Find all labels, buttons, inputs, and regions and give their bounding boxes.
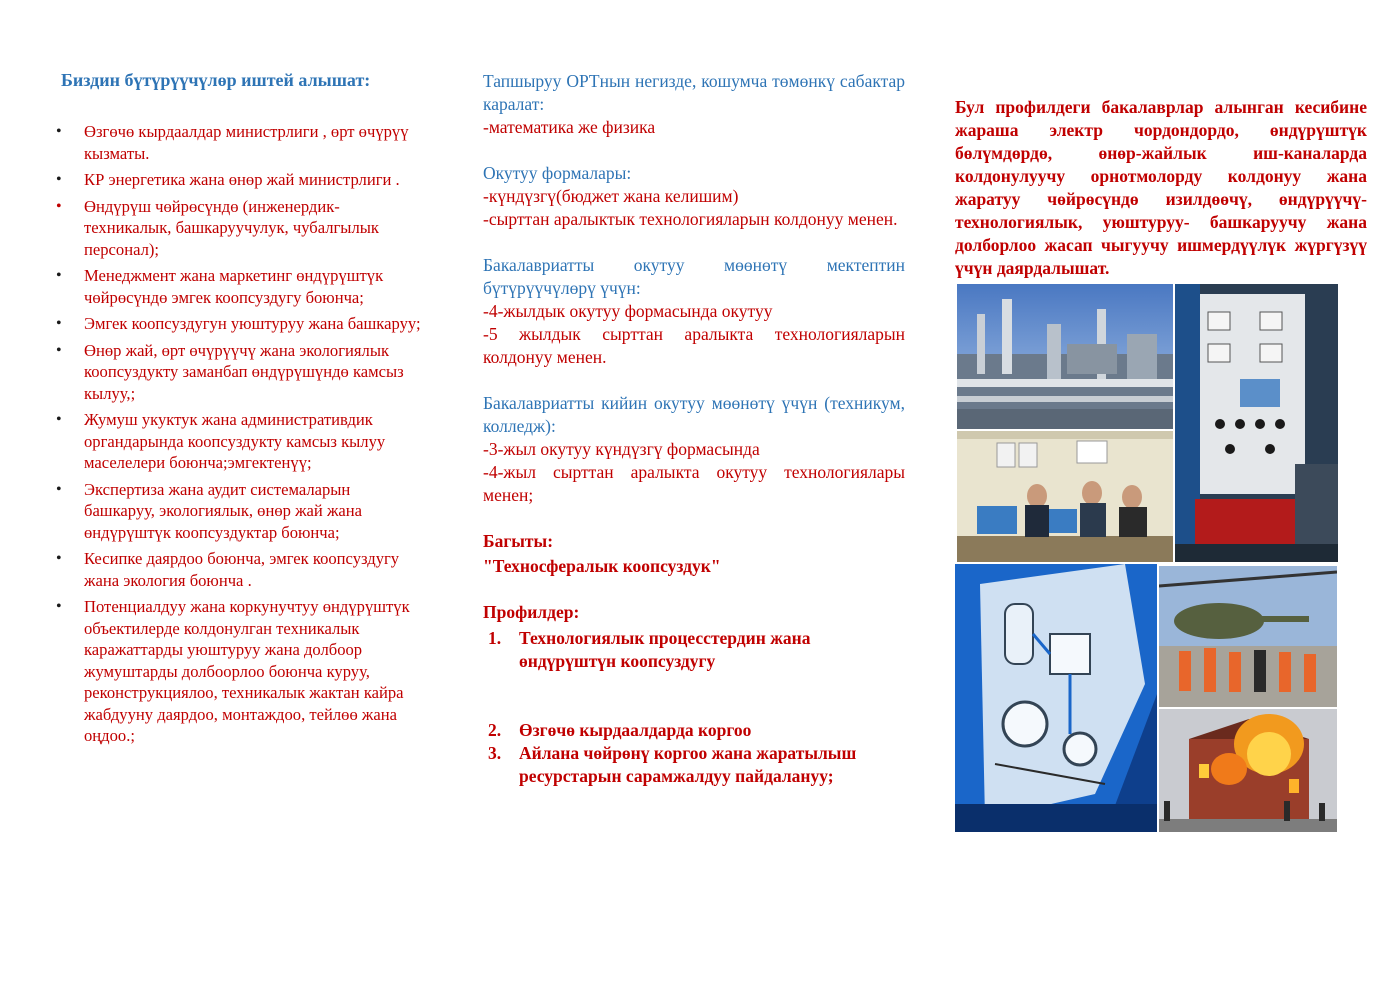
- duration-school-heading: Бакалавриатты окутуу мөөнөтү мектептин бүтүрүүчүлөрү үчүн:: [483, 255, 905, 298]
- refinery-photo: [957, 284, 1173, 429]
- direction-value: "Техносфералык коопсуздук": [483, 556, 721, 576]
- list-item: • Өнөр жай, өрт өчүрүүчү жана экологиялык коопсуздукту заманбап өндүрүшүндө камсыз кылуу,;: [56, 340, 404, 403]
- list-item: • КР энергетика жана өнөр жай министрлиги .: [56, 170, 400, 189]
- exam-subjects-intro: Тапшыруу ОРТнын негизде, кошумча төмөнкү сабактар каралат:: [483, 71, 905, 114]
- middle-column: [483, 70, 905, 788]
- career-paragraph: Бул профилдеги бакалаврлар алынган кесибине жараша электр чордондордо, өндүрүштүк бөлүмдөрдө, өнөр-жайлык иш-каналарда колдонулуучу орнотмолорду колдонуу жана жаратуу чөйрөсүндө изилдөөчү, өндүрүүчү-технологиялык, уюштуруу- башкаруучу жана долборлоо жасап чыгуучу ишмердүүлүк жүргүзүү үчүн даярдалышат.: [955, 97, 1367, 278]
- list-item: • Потенциалдуу жана коркунучтуу өндүрүштүк объектилерде колдонулган техникалык каражаттарды уюштуруу жана долбоор жумуштарды долбоорлоо боюнча куруу, реконструкциялоо, техникалык жактан кайра жабдууну даярдоо, монтаждоо, тейлөө жана оңдоо.;: [56, 597, 410, 745]
- building-fire-photo: [1159, 709, 1337, 832]
- duration-school-5yr: -5 жылдык сырттан аралыкта технологияларын колдонуу менен.: [483, 324, 905, 367]
- bullet-icon: •: [56, 341, 62, 359]
- bullet-icon: •: [56, 315, 62, 332]
- direction-label: Багыты:: [483, 531, 554, 551]
- list-item: • Экспертиза жана аудит системаларын башкаруу, экологиялык, өнөр жай жана өндүрүштүк коопсуздуктар боюнча;: [56, 479, 363, 542]
- list-item: • Менеджмент жана маркетинг өндүрүштүк чөйрөсүндө эмгек коопсуздугу боюнча;: [56, 266, 384, 307]
- bullet-icon: •: [56, 123, 62, 140]
- duration-college-3yr: -3-жыл окутуу күндүзгү формасында: [483, 439, 760, 459]
- graduates-heading: Биздин бүтүрүүчүлөр иштей алышат:: [61, 70, 371, 90]
- helicopter-rescue-photo: [1159, 566, 1337, 707]
- study-form-fulltime: -күндүзгү(бюджет жана келишим): [483, 186, 739, 206]
- right-column: [955, 96, 1367, 280]
- list-item: • Кесипке даярдоо боюнча, эмгек коопсуздугу жана экология боюнча .: [56, 549, 400, 590]
- employment-list: [55, 121, 425, 747]
- list-item: • Эмгек коопсуздугун уюштуруу жана башкаруу;: [56, 314, 421, 333]
- bullet-icon: •: [56, 598, 62, 615]
- duration-school-4yr: -4-жылдык окутуу формасында окутуу: [483, 301, 773, 321]
- exam-subjects-value: -математика же физика: [483, 117, 656, 137]
- duration-college-4yr: -4-жыл сырттан аралыкта окутуу технологиялары менен;: [483, 462, 905, 505]
- bullet-icon: •: [56, 411, 62, 428]
- profiles-list: [483, 627, 905, 788]
- list-item: 1. Технологиялык процесстердин жана өндүрүштүн коопсуздугу: [488, 628, 811, 671]
- list-item: • Жумуш укуктук жана административдик органдарында коопсуздукту камсыз кылуу маселелери боюнча;эмгектенүү;: [56, 410, 386, 472]
- list-item: 3. Айлана чөйрөнү коргоо жана жаратылыш ресурстарын сарамжалдуу пайдалануу;: [488, 743, 857, 786]
- study-form-distance: -сырттан аралыктык технологияларын колдонуу менен.: [483, 209, 898, 229]
- control-panel-photo: [1175, 284, 1338, 562]
- list-item: • Өзгөчө кырдаалдар министрлиги , өрт өчүрүү кызматы.: [56, 122, 409, 163]
- bullet-icon: •: [56, 480, 62, 498]
- bullet-icon: •: [56, 171, 62, 188]
- computer-lab-photo: [957, 431, 1173, 562]
- bullet-icon: •: [56, 550, 62, 567]
- duration-college-heading: Бакалавриатты кийин окутуу мөөнөтү үчүн (техникум, колледж):: [483, 393, 905, 436]
- bullet-icon: •: [56, 267, 62, 284]
- process-diagram-photo: [955, 564, 1157, 832]
- profiles-label: Профилдер:: [483, 602, 580, 622]
- bullet-icon: •: [56, 197, 62, 215]
- study-forms-heading: Окутуу формалары:: [483, 163, 632, 183]
- left-column: [55, 70, 425, 752]
- list-item: 2. Өзгөчө кырдаалдарда коргоо: [488, 720, 752, 740]
- list-item: • Өндүрүш чөйрөсүндө (инженердик-техникалык, башкаруучулук, чубалгылык персонал);: [56, 196, 379, 259]
